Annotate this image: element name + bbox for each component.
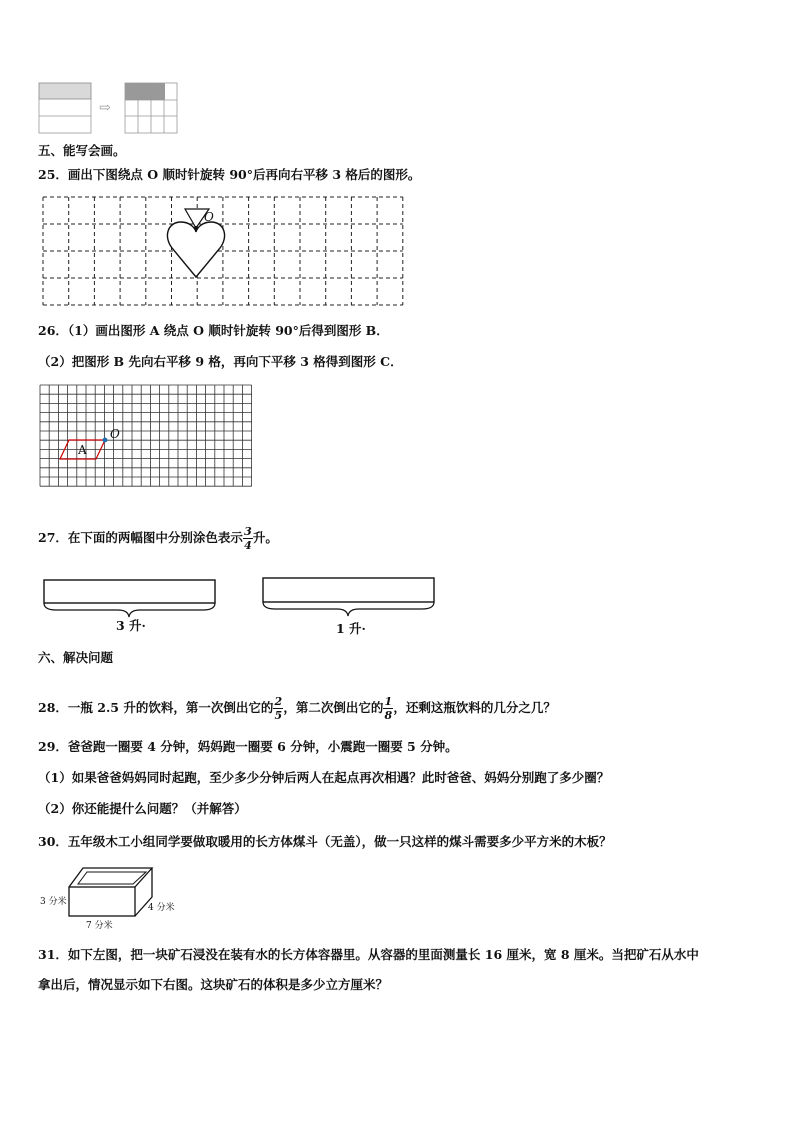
dimension-label-length: 7 分米 (86, 921, 113, 931)
point-o-label-q25: O (204, 210, 214, 224)
question-26-part1: 26．（1）画出图形 A 绕点 O 顺时针旋转 90°后得到图形 B． (38, 323, 389, 338)
question-29: 29．爸爸跑一圈要 4 分钟，妈妈跑一圈要 6 分钟，小震跑一圈要 5 分钟。 (38, 739, 458, 754)
question-25: 25．画出下图绕点 O 顺时针旋转 90°后再向右平移 3 格后的图形。 (38, 167, 421, 182)
question-28: 28．一瓶 2.5 升的饮料，第一次倒出它的 $\frac{2}{5}$ ，第二次倒出它的 $\frac{1}{8}$ ，还剩这瓶饮料的几分之几？ (38, 695, 556, 722)
shape-a-label: A (78, 443, 87, 457)
transform-arrow: ⇨ (99, 100, 111, 116)
question-29-part2: （2）你还能提什么问题？（并解答） (38, 801, 247, 816)
question-26-part2: （2）把图形 B 先向右平移 9 格，再向下平移 3 格得到图形 C． (38, 354, 403, 369)
dimension-label-height: 3 分米 (40, 897, 67, 907)
question-29-part1: （1）如果爸爸妈妈同时起跑，至少多少分钟后两人在起点再次相遇？此时爸爸、妈妈分别跑了多少圈？ (38, 770, 610, 785)
question-30: 30．五年级木工小组同学要做取暖用的长方体煤斗（无盖），做一只这样的煤斗需要多少平方米的木板？ (38, 834, 612, 849)
question-31-continued: 拿出后，情况显示如下右图。这块矿石的体积是多少立方厘米？ (38, 977, 389, 992)
fraction-one-eighth: $\frac{1}{8}$ (384, 695, 393, 722)
question-31: 31．如下左图，把一块矿石浸没在装有水的长方体容器里。从容器的里面测量长 16 厘米，宽 8 厘米。当把矿石从水中 (38, 947, 699, 962)
bar-label-1-liter: 1 升· (336, 621, 366, 636)
point-o-label-q26: O (110, 427, 120, 441)
question-27-unit: 升。 (252, 530, 278, 545)
section-heading-6: 六、解决问题 (38, 650, 114, 665)
fraction-three-quarters: $\frac{3}{4}$ (244, 525, 252, 552)
bar-label-3-liters: 3 升· (116, 618, 146, 633)
fraction-two-fifths: $\frac{2}{5}$ (274, 695, 283, 722)
section-heading-5: 五、能写会画。 (38, 143, 126, 158)
dimension-label-width: 4 分米 (148, 903, 175, 913)
question-27-text: 27．在下面的两幅图中分别涂色表示 (38, 530, 243, 545)
